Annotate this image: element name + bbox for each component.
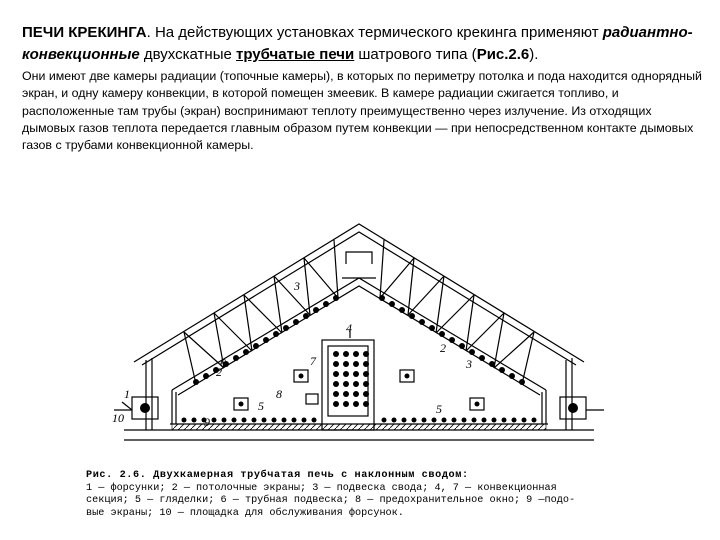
intro-text-1: . На действующих установках термического крекинга применяют <box>146 24 599 41</box>
intro-text-3: шатрового типа ( <box>354 46 477 63</box>
label-9: 9 <box>204 415 210 429</box>
label-6: 6 <box>220 356 226 370</box>
caption-line-3: вые экраны; 10 — площадка для обслуживания форсунок. <box>86 507 404 519</box>
caption-title: Рис. 2.6. Двухкамерная трубчатая печь с наклонным сводом: <box>86 470 469 481</box>
label-3-right: 3 <box>466 357 472 371</box>
furnace-cross-section <box>84 212 644 467</box>
intro-text-2: двухскатные <box>139 46 236 63</box>
furnace-heading: ПЕЧИ КРЕКИНГА <box>22 24 147 41</box>
label-5-right: 5 <box>436 402 442 416</box>
intro-paragraph <box>22 22 702 66</box>
label-4: 4 <box>346 321 352 335</box>
caption-line-1: 1 — форсунки; 2 — потолочные экраны; 3 — подвеска свода; 4, 7 — конвекционная <box>86 482 557 494</box>
tubular-furnace-term: трубчатые печи <box>236 46 355 63</box>
label-7: 7 <box>310 354 316 368</box>
label-5-left: 5 <box>258 399 264 413</box>
figure-caption <box>86 470 646 520</box>
label-2-right: 2 <box>440 341 446 355</box>
caption-line-2: секция; 5 — гляделки; 6 — трубная подвеска; 8 — предохранительное окно; 9 —подо- <box>86 495 576 507</box>
label-3-top: 3 <box>294 279 300 293</box>
label-10: 10 <box>112 411 124 425</box>
label-1: 1 <box>124 387 130 401</box>
figure-reference: Рис.2.6 <box>476 46 530 63</box>
label-2-left: 2 <box>216 365 222 379</box>
body-paragraph: Они имеют две камеры радиации (топочные камеры), в которых по периметру потолка и пода находится однорядный экран, и одну камеру конвекции, в которой помещен змеевик. В камере радиации сжигается топливо, и расположенные там трубы (экран) воспринимают теплоту преимущественно через излучение. Из отходящих дымовых газов теплота передается главным образом путем конвекции — при непосредственном контакте дымовых газов с трубами конвекционной камеры. <box>22 69 702 153</box>
intro-text-4: ). <box>529 46 539 63</box>
furnace-type-term: радиантно-конвекционные <box>22 24 693 63</box>
furnace-drawing <box>84 212 644 467</box>
label-8: 8 <box>276 387 282 401</box>
